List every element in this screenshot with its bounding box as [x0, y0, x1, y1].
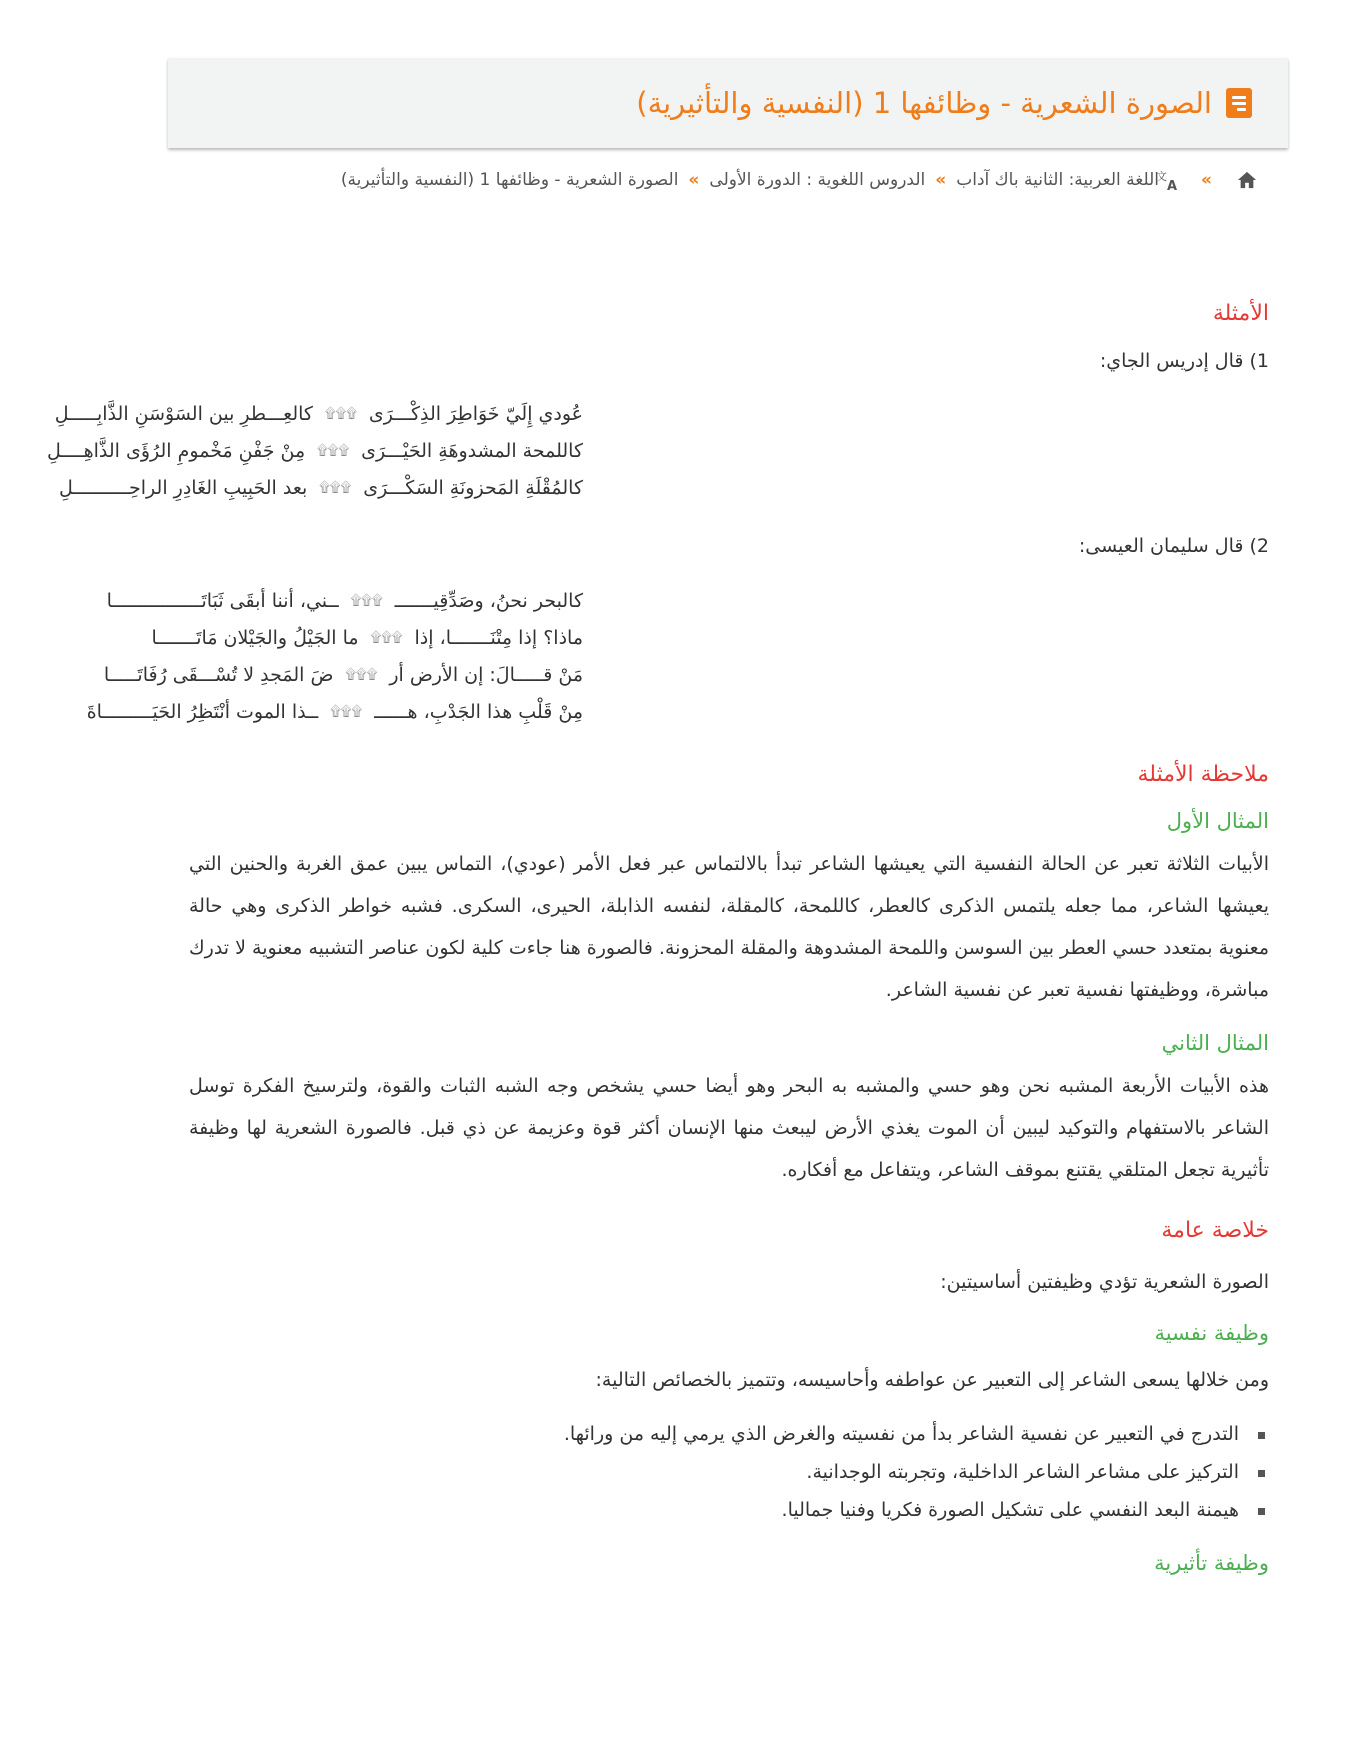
document-icon: [1226, 88, 1252, 118]
hemistich-second: ــذا الموت أنْتَظِرُ الحَيَـــــــــاةَ: [86, 701, 319, 723]
hemistich-first: مِنْ قَلْبِ هذا الجَدْبِ، هــــــ: [374, 701, 583, 723]
summary-heading: خلاصة عامة: [1161, 1218, 1269, 1243]
list-item: التركيز على مشاعر الشاعر الداخلية، وتجربته الوجدانية.: [189, 1453, 1239, 1491]
hemistich-first: كالمُقْلَةِ المَحزونَةِ السَكْـــرَى: [363, 477, 583, 499]
poem-line: [0, 433, 583, 470]
translate-icon: [1156, 168, 1191, 194]
poem-line: [0, 657, 583, 694]
hemistich-second: كالعِـــطرِ بين السَوْسَنِ الذَّابِـــــلِ: [54, 403, 313, 425]
breadcrumb-item-subject[interactable]: اللغة العربية: الثانية باك آداب: [956, 170, 1160, 190]
page-title: الصورة الشعرية - وظائفها 1 (النفسية والتأثيرية): [636, 86, 1212, 120]
hemistich-first: ماذا؟ إذا مِتْنَـــــــا، إذا: [414, 627, 583, 649]
examples-heading: الأمثلة: [1212, 301, 1269, 326]
poem-1: [0, 396, 583, 507]
breadcrumb-separator: »: [935, 170, 947, 190]
hemistich-second: بعد الحَبِيبِ الغَادِرِ الراحِــــــــــلِ: [58, 477, 308, 499]
hemistich-second: ما الجَيْلُ والجَيْلان مَاتَـــــــا: [151, 627, 359, 649]
psych-function-heading: وظيفة نفسية: [1154, 1321, 1269, 1345]
poem-line: [0, 694, 583, 731]
summary-intro: الصورة الشعرية تؤدي وظيفتين أساسيتين:: [940, 1271, 1269, 1293]
influence-function-heading: وظيفة تأثيرية: [1154, 1551, 1269, 1575]
stars-separator: ۩۩۩: [370, 630, 403, 646]
poem-line: [0, 583, 583, 620]
notes-heading: ملاحظة الأمثلة: [1137, 762, 1269, 787]
hemistich-first: كالبحر نحنُ، وصَدِّقِيـــــــ: [394, 590, 583, 612]
svg-text:A: A: [1166, 179, 1178, 194]
main-content: [46, 296, 1269, 1581]
psych-function-intro: ومن خلالها يسعى الشاعر إلى التعبير عن عواطفه وأحاسيسه، وتتميز بالخصائص التالية:: [595, 1369, 1269, 1391]
first-example-text: الأبيات الثلاثة تعبر عن الحالة النفسية التي يعيشها الشاعر تبدأ بالالتماس عبر فعل الأمر (عودي)، التماس يبين عمق الغربة والحنين التي يعيشها الشاعر، مما جعله يلتمس الذكرى كالعطر، كاللمحة، كالمقلة، لنفسه الذابلة، الحيرى، السكرى. فشبه خواطر الذكرى وهي حالة معنوية بمتعدد حسي العطر بين السوسن واللمحة المشدوهة والمقلة المحزونة. فالصورة هنا جاءت كلية لكون عناصر التشبيه معنوية لا تدرك مباشرة، ووظيفتها نفسية تعبر عن نفسية الشاعر.: [189, 853, 1269, 1001]
poem-2: [0, 583, 583, 731]
breadcrumb-separator: »: [688, 170, 700, 190]
psych-points-list: [189, 1415, 1269, 1529]
title-card: [168, 58, 1288, 148]
hemistich-second: ضَ المَجدِ لا تُسْـــقَى رُفَاتَـــــا: [103, 664, 334, 686]
poem-line: [0, 620, 583, 657]
example2-intro: 2) قال سليمان العيسى:: [1078, 535, 1269, 557]
example1-intro: 1) قال إدريس الجاي:: [1099, 350, 1269, 372]
second-example-text: هذه الأبيات الأربعة المشبه نحن وهو حسي والمشبه به البحر وهو أيضا حسي يشخص وجه الشبه الثبات والقوة، ولترسيخ الفكرة توسل الشاعر بالاستفهام والتوكيد ليبين أن الموت يغذي الأرض ليبعث منها الإنسان أكثر قوة وعزيمة عن ذي قبل. فالصورة الشعرية لها وظيفة تأثيرية تجعل المتلقي يقتنع بموقف الشاعر، ويتفاعل مع أفكاره.: [189, 1075, 1269, 1181]
hemistich-first: عُودي إِلَيّ خَوَاطِرَ الذِكْـــرَى: [368, 403, 583, 425]
list-item: التدرج في التعبير عن نفسية الشاعر بدأ من نفسيته والغرض الذي يرمي إليه من ورائها.: [189, 1415, 1239, 1453]
poem-line: [0, 396, 583, 433]
stars-separator: ۩۩۩: [317, 443, 350, 459]
stars-separator: ۩۩۩: [319, 480, 352, 496]
stars-separator: ۩۩۩: [350, 593, 383, 609]
breadcrumb: [167, 168, 1258, 192]
breadcrumb-item-current: الصورة الشعرية - وظائفها 1 (النفسية والتأثيرية): [340, 170, 679, 190]
stars-separator: ۩۩۩: [345, 667, 378, 683]
hemistich-first: كاللمحة المشدوهَةِ الحَيْـــرَى: [361, 440, 583, 462]
stars-separator: ۩۩۩: [324, 406, 357, 422]
hemistich-second: ــني، أننا أبقَى ثَبَاتَــــــــــــــــا: [106, 590, 339, 612]
breadcrumb-separator: »: [1201, 170, 1212, 190]
hemistich-first: مَنْ قـــــالَ: إن الأرض أر: [389, 664, 583, 686]
second-example-heading: المثال الثاني: [1161, 1031, 1269, 1055]
stars-separator: ۩۩۩: [330, 704, 363, 720]
home-icon[interactable]: [1236, 170, 1258, 190]
poem-line: [0, 470, 583, 507]
first-example-heading: المثال الأول: [1166, 809, 1269, 833]
list-item: هيمنة البعد النفسي على تشكيل الصورة فكريا وفنيا جماليا.: [189, 1491, 1239, 1529]
svg-text:文: 文: [1156, 170, 1168, 183]
hemistich-second: مِنْ جَفْنِ مَخْمومِ الرُؤَى الذَّاهِــــلِ: [46, 440, 306, 462]
breadcrumb-item-lessons[interactable]: الدروس اللغوية : الدورة الأولى: [709, 170, 926, 190]
